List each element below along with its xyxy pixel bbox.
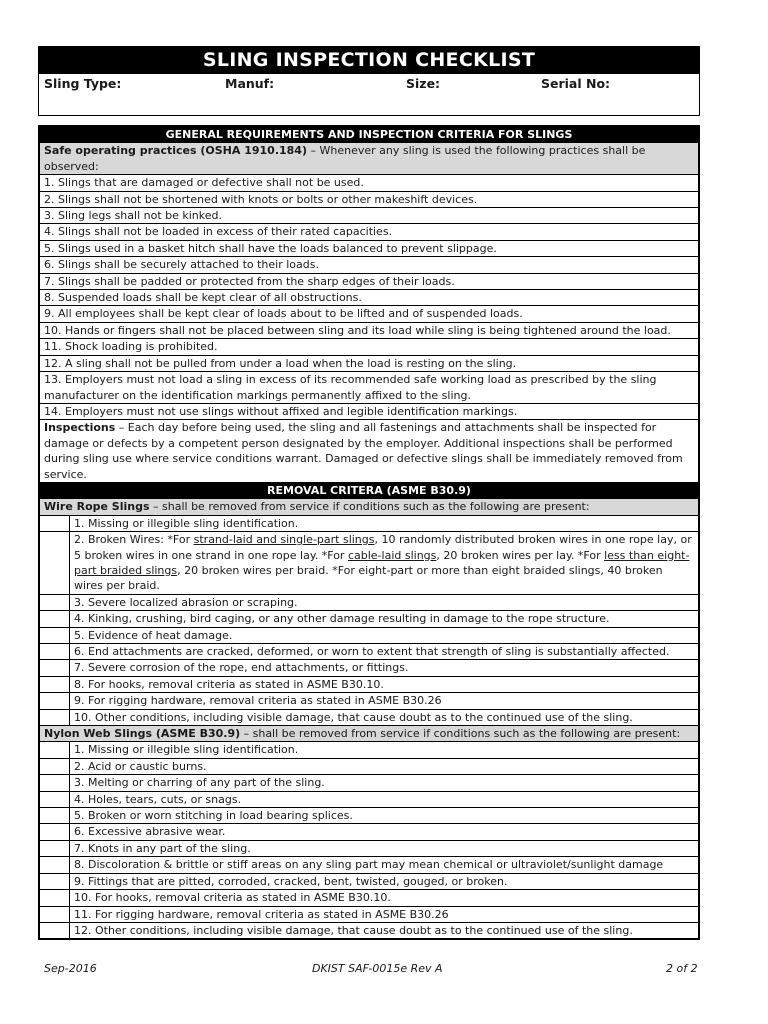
practice-item-4: 4. Slings shall not be loaded in excess of their rated capacities. [40, 224, 699, 240]
wire-rope-row [40, 676, 699, 692]
practice-row [40, 257, 699, 273]
nylon-row [40, 758, 699, 774]
wire-rope-checkbox-4[interactable] [40, 611, 70, 627]
nylon-row [40, 906, 699, 922]
size-label: Size: [406, 76, 441, 91]
practice-item-11: 11. Shock loading is prohibited. [40, 339, 699, 355]
intro-text: – Whenever any sling is used the following practices shall be observed: [44, 144, 646, 173]
practice-item-14: 14. Employers must not use slings without affixed and legible identification markings. [40, 403, 699, 419]
removal-criteria-heading: REMOVAL CRITERA (ASME B30.9) [40, 482, 699, 498]
nylon-checkbox-11[interactable] [40, 906, 70, 922]
practice-item-5: 5. Slings used in a basket hitch shall have the loads balanced to prevent slippage. [40, 240, 699, 256]
wire-rope-item-1: 1. Missing or illegible sling identification. [70, 515, 699, 531]
wire-rope-checkbox-7[interactable] [40, 660, 70, 676]
nylon-item-1: 1. Missing or illegible sling identification. [70, 742, 699, 758]
nylon-checkbox-4[interactable] [40, 791, 70, 807]
nylon-item-7: 7. Knots in any part of the sling. [70, 840, 699, 856]
wire-rope-row [40, 660, 699, 676]
wire-rope-item-4: 4. Kinking, crushing, bird caging, or any other damage resulting in damage to the rope structure. [70, 611, 699, 627]
checklist-header [38, 46, 700, 116]
nylon-checkbox-5[interactable] [40, 808, 70, 824]
nylon-bold: Nylon Web Slings (ASME B30.9) [44, 727, 241, 741]
practice-row [40, 339, 699, 355]
practice-item-10: 10. Hands or fingers shall not be placed between sling and its load while sling is being tightened around the load. [40, 322, 699, 338]
nylon-checkbox-8[interactable] [40, 857, 70, 873]
practice-row [40, 224, 699, 240]
wire-rope-checkbox-8[interactable] [40, 676, 70, 692]
nylon-row [40, 775, 699, 791]
wire-rope-item-5: 5. Evidence of heat damage. [70, 627, 699, 643]
nylon-checkbox-1[interactable] [40, 742, 70, 758]
serial-no-label: Serial No: [541, 76, 611, 91]
practice-row [40, 208, 699, 224]
practice-row [40, 403, 699, 419]
wire-rope-item-2: 2. Broken Wires: *For strand-laid and single-part slings, 10 randomly distributed broken wires in one rope lay, or 5 broken wires in one strand in one rope lay. *For cable-laid slings, 20 broken wires per lay. *For less than eight-part braided slings, 20 broken wires per braid. *For eight-part or more than eight braided slings, 40 broken wires per braid. [70, 532, 699, 595]
nylon-checkbox-12[interactable] [40, 922, 70, 938]
wire-rope-row [40, 709, 699, 725]
nylon-item-2: 2. Acid or caustic burns. [70, 758, 699, 774]
nylon-item-6: 6. Excessive abrasive wear. [70, 824, 699, 840]
nylon-item-12: 12. Other conditions, including visible damage, that cause doubt as to the continued use of the sling. [70, 922, 699, 938]
manuf-label: Manuf: [225, 76, 275, 91]
practice-item-8: 8. Suspended loads shall be kept clear of all obstructions. [40, 290, 699, 306]
wire-rope-checkbox-6[interactable] [40, 644, 70, 660]
nylon-web-slings-intro [40, 726, 699, 742]
nylon-row [40, 873, 699, 889]
inspection-table [38, 125, 700, 940]
footer-doc-id: DKIST SAF-0015e Rev A [312, 962, 443, 975]
practice-row [40, 191, 699, 207]
safe-operating-practices-intro [40, 143, 699, 175]
practice-item-3: 3. Sling legs shall not be kinked. [40, 208, 699, 224]
practice-row [40, 273, 699, 289]
practice-row [40, 290, 699, 306]
wire-rope-item-9: 9. For rigging hardware, removal criteria as stated in ASME B30.26 [70, 693, 699, 709]
nylon-item-3: 3. Melting or charring of any part of the sling. [70, 775, 699, 791]
nylon-checkbox-10[interactable] [40, 890, 70, 906]
footer-date: Sep-2016 [44, 962, 97, 975]
wire-rope-item-8: 8. For hooks, removal criteria as stated in ASME B30.10. [70, 676, 699, 692]
wire-rope-row [40, 644, 699, 660]
nylon-text: – shall be removed from service if conditions such as the following are present: [240, 727, 681, 741]
nylon-row [40, 857, 699, 873]
wire-rope-row [40, 693, 699, 709]
nylon-item-5: 5. Broken or worn stitching in load bearing splices. [70, 808, 699, 824]
wire-rope-item-7: 7. Severe corrosion of the rope, end attachments, or fittings. [70, 660, 699, 676]
practice-item-7: 7. Slings shall be padded or protected from the sharp edges of their loads. [40, 273, 699, 289]
practice-item-9: 9. All employees shall be kept clear of loads about to be lifted and of suspended loads. [40, 306, 699, 322]
wire-rope-checkbox-2[interactable] [40, 532, 70, 595]
wire-rope-item-10: 10. Other conditions, including visible damage, that cause doubt as to the continued use of the sling. [70, 709, 699, 725]
practice-row [40, 372, 699, 404]
nylon-row [40, 808, 699, 824]
sling-type-label: Sling Type: [44, 76, 122, 91]
wire-rope-checkbox-9[interactable] [40, 693, 70, 709]
nylon-item-10: 10. For hooks, removal criteria as stated in ASME B30.10. [70, 890, 699, 906]
nylon-checkbox-3[interactable] [40, 775, 70, 791]
wire-rope-item-6: 6. End attachments are cracked, deformed, or worn to extent that strength of sling is substantially affected. [70, 644, 699, 660]
wire-rope-checkbox-1[interactable] [40, 515, 70, 531]
nylon-item-4: 4. Holes, tears, cuts, or snags. [70, 791, 699, 807]
inspections-text: – Each day before being used, the sling and all fastenings and attachments shall be inspected for damage or defects by a competent person designated by the employer. Additional inspections shall be performed during sling use where service conditions warrant. Damaged or defective slings shall be immediately removed from service. [44, 421, 683, 481]
wire-rope-row [40, 627, 699, 643]
wire-rope-bold: Wire Rope Slings [44, 500, 150, 514]
nylon-row [40, 742, 699, 758]
wire-rope-item-3: 3. Severe localized abrasion or scraping. [70, 594, 699, 610]
wire-rope-row [40, 594, 699, 610]
practice-row [40, 306, 699, 322]
practice-row [40, 240, 699, 256]
checklist-title: SLING INSPECTION CHECKLIST [39, 47, 699, 74]
wire-rope-checkbox-5[interactable] [40, 627, 70, 643]
nylon-row [40, 824, 699, 840]
nylon-item-8: 8. Discoloration & brittle or stiff areas on any sling part may mean chemical or ultraviolet/sunlight damage [70, 857, 699, 873]
inspections-paragraph [40, 420, 699, 483]
nylon-row [40, 840, 699, 856]
footer-page-number: 2 of 2 [666, 962, 698, 975]
general-requirements-heading: GENERAL REQUIREMENTS AND INSPECTION CRITERIA FOR SLINGS [40, 127, 699, 143]
nylon-row [40, 890, 699, 906]
nylon-checkbox-6[interactable] [40, 824, 70, 840]
practice-item-1: 1. Slings that are damaged or defective shall not be used. [40, 175, 699, 191]
nylon-checkbox-2[interactable] [40, 758, 70, 774]
wire-rope-checkbox-3[interactable] [40, 594, 70, 610]
inspections-bold: Inspections [44, 421, 116, 435]
nylon-row [40, 791, 699, 807]
wire-rope-row [40, 611, 699, 627]
practice-item-2: 2. Slings shall not be shortened with knots or bolts or other makeshift devices. [40, 191, 699, 207]
practice-item-6: 6. Slings shall be securely attached to their loads. [40, 257, 699, 273]
practice-item-12: 12. A sling shall not be pulled from under a load when the load is resting on the sling. [40, 355, 699, 371]
nylon-item-9: 9. Fittings that are pitted, corroded, cracked, bent, twisted, gouged, or broken. [70, 873, 699, 889]
nylon-checkbox-7[interactable] [40, 840, 70, 856]
practice-item-13: 13. Employers must not load a sling in excess of its recommended safe working load as prescribed by the sling manufacturer on the identification markings permanently affixed to the sling. [40, 372, 699, 404]
practice-row [40, 322, 699, 338]
intro-bold: Safe operating practices (OSHA 1910.184) [44, 144, 307, 158]
wire-rope-checkbox-10[interactable] [40, 709, 70, 725]
nylon-item-11: 11. For rigging hardware, removal criteria as stated in ASME B30.26 [70, 906, 699, 922]
nylon-checkbox-9[interactable] [40, 873, 70, 889]
wire-rope-slings-intro [40, 499, 699, 515]
wire-rope-text: – shall be removed from service if conditions such as the following are present: [149, 500, 590, 514]
practice-row [40, 355, 699, 371]
practice-row [40, 175, 699, 191]
nylon-row [40, 922, 699, 938]
header-fields [39, 74, 699, 94]
